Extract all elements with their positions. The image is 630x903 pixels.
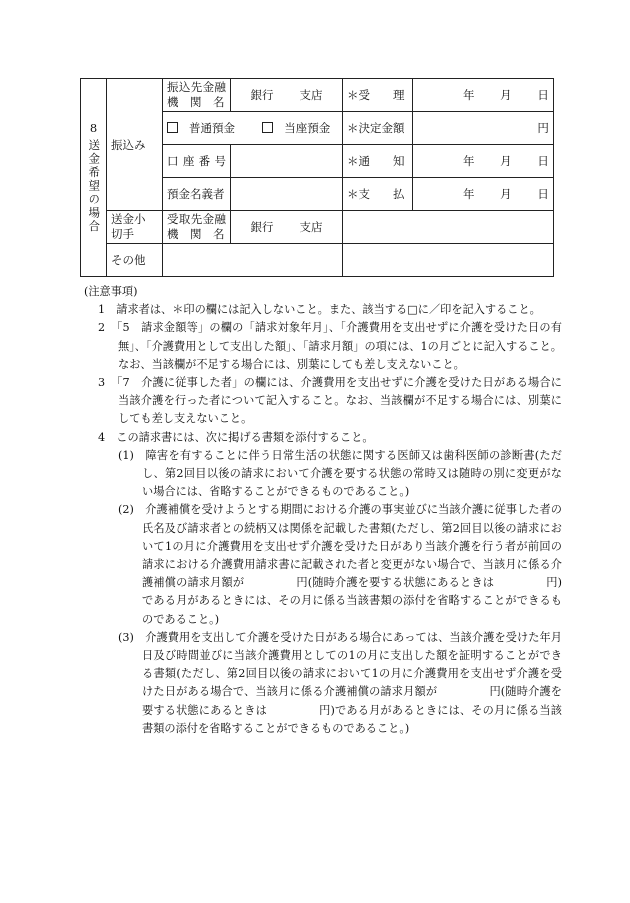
toza-checkbox[interactable] (262, 122, 273, 133)
bank-name-field[interactable]: 銀行 支店 (231, 79, 343, 112)
account-type-options (163, 112, 343, 145)
notes-heading: (注意事項) (84, 285, 138, 298)
payment-date-field[interactable]: 年 月 日 (413, 178, 554, 211)
note-3: 3 「7 介護に従事した者」の欄には、介護費用を支出せずに介護を受けた日がある場合に当該介護を行った者について記入すること。なお、当該欄が不足する場合には、別葉にしても差し支えないこと。 (98, 376, 562, 426)
reception-label: ＊受 理 (343, 79, 413, 112)
money-order-label: 送金小 切手 (107, 211, 163, 244)
transfer-label: 振込み (107, 79, 163, 211)
toza-label: 当座預金 (284, 121, 331, 135)
note-4-1: (1) 障害を有することに伴う日常生活の状態に関する医師又は歯科医師の診断書(ただし、第2回目以後の請求において介護を要する状態の常時又は随時の別に変更がない場合には、省略することができるものであること。) (118, 448, 562, 499)
notice-label: ＊通 知 (343, 145, 413, 178)
other-field[interactable] (163, 244, 343, 277)
note-1: 1 請求者は、＊印の欄には記入しないこと。また、該当する□に／印を記入すること。 (98, 303, 541, 317)
note-4-3: (3) 介護費用を支出して介護を受けた日がある場合にあっては、当該介護を受けた年月日及び時間並びに当該介護費用としての1の月に支出した額を証明することができる書類(ただし、第2回目以後の請求において1の月に介護費用を支出せず介護を受けた日がある場合で、当該月に係る介護補償の請求月額が 円(随時介護を要する状態にあるときは 円)である月があるときには、その月に係る当該書類の添付を省略することができるものであること。) (118, 630, 562, 735)
remittance-table (80, 78, 554, 277)
reception-date-field[interactable]: 年 月 日 (413, 79, 554, 112)
account-number-label: 口座番号 (163, 145, 231, 178)
section-8-cell (81, 79, 107, 277)
section-title: 送金希望の場合 (87, 139, 102, 234)
other-blank-cell (343, 244, 554, 277)
decision-amount-label: ＊決定金額 (343, 112, 413, 145)
payment-label: ＊支 払 (343, 178, 413, 211)
notes-section (84, 283, 562, 738)
futsu-label: 普通預金 (188, 121, 235, 135)
receiving-bank-field[interactable]: 銀行 支店 (231, 211, 343, 244)
futsu-checkbox[interactable] (167, 122, 178, 133)
bank-name-label: 振込先金融 機 関 名 (163, 79, 231, 112)
receiving-blank-cell (343, 211, 554, 244)
section-number: 8 (89, 121, 98, 136)
other-label: その他 (107, 244, 163, 277)
receiving-bank-label: 受取先金融 機 関 名 (163, 211, 231, 244)
account-holder-label: 預金名義者 (163, 178, 231, 211)
account-number-field[interactable] (231, 145, 343, 178)
note-4-2: (2) 介護補償を受けようとする期間における介護の事実並びに当該介護に従事した者の氏名及び請求者との続柄又は関係を記載した書類(ただし、第2回目以後の請求において1の月に介護費用を支出せず介護を受けた日があり当該介護を行う者が前回の請求における介護費用請求書に記載された者と変更がない場合で、当該月に係る介護補償の請求月額が 円(随時介護を要する状態にあるときは 円)である月があるときには、その月に係る当該書類の添付を省略することができるものであること。) (118, 503, 562, 626)
note-4: 4 この請求書には、次に掲げる書類を添付すること。 (98, 430, 374, 444)
notice-date-field[interactable]: 年 月 日 (413, 145, 554, 178)
decision-amount-field[interactable]: 円 (413, 112, 554, 145)
note-2: 2 「5 請求金額等」の欄の「請求対象年月」、「介護費用を支出せずに介護を受けた日の有無」、「介護費用として支出した額」、「請求月額」の項には、1の月ごとに記入すること。なお、当該欄が不足する場合には、別葉にしても差し支えないこと。 (98, 321, 562, 371)
account-holder-field[interactable] (231, 178, 343, 211)
